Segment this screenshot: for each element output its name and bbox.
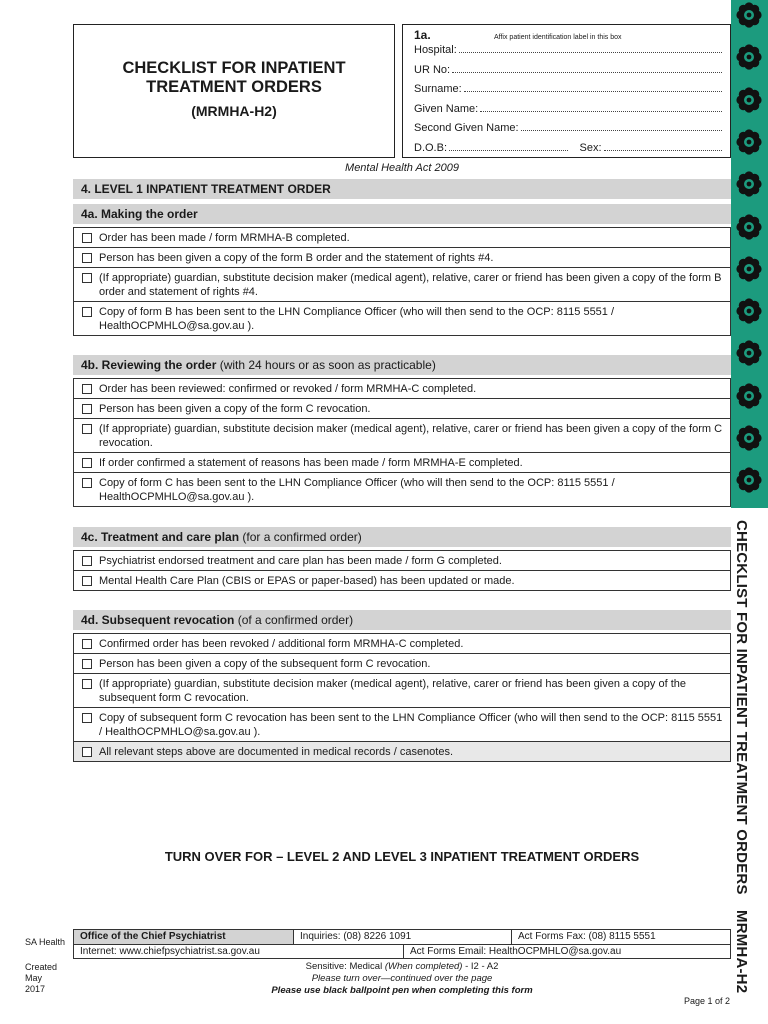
checkbox[interactable] <box>82 424 92 434</box>
checkbox[interactable] <box>82 478 92 488</box>
checklist-item: (If appropriate) guardian, substitute decision maker (medical agent), relative, carer or friend has been given a copy of the subsequent form C revocation. <box>74 674 730 708</box>
checklist-item: If order confirmed a statement of reasons has been made / form MRMHA-E completed. <box>74 453 730 473</box>
flower-icon <box>734 381 764 411</box>
section-4d-header <box>73 610 731 630</box>
flower-icon <box>734 465 764 495</box>
hospital-label: Hospital: <box>414 44 457 56</box>
side-title: CHECKLIST FOR INPATIENT TREATMENT ORDERS <box>733 520 750 895</box>
sensitivity-line: Sensitive: Medical (When completed) - I2 - A2 <box>305 961 499 972</box>
checkbox[interactable] <box>82 747 92 757</box>
checkbox[interactable] <box>82 233 92 243</box>
checklist-item: Person has been given a copy of the subsequent form C revocation. <box>74 654 730 674</box>
page-number: Page 1 of 2 <box>683 996 730 1006</box>
form-code: (MRMHA-H2) <box>191 103 277 119</box>
checklist-item: Psychiatrist endorsed treatment and care plan has been made / form G completed. <box>74 551 730 571</box>
checkbox[interactable] <box>82 384 92 394</box>
hospital-field[interactable] <box>414 44 722 64</box>
section-4-title: 4. LEVEL 1 INPATIENT TREATMENT ORDER <box>73 179 731 199</box>
checklist-item: Person has been given a copy of the form B order and the statement of rights #4. <box>74 248 730 268</box>
section-4d-qualifier: (of a confirmed order) <box>234 613 354 627</box>
created-date: Created May 2017 <box>25 962 58 994</box>
flower-icon <box>734 423 764 453</box>
flower-icon <box>734 296 764 326</box>
checkbox[interactable] <box>82 556 92 566</box>
section-4 <box>73 179 731 199</box>
checkbox[interactable] <box>82 253 92 263</box>
checkbox[interactable] <box>82 639 92 649</box>
checklist-item: Mental Health Care Plan (CBIS or EPAS or paper-based) has been updated or made. <box>74 571 730 591</box>
checkbox[interactable] <box>82 659 92 669</box>
checkbox[interactable] <box>82 307 92 317</box>
flower-icon <box>734 127 764 157</box>
checkbox[interactable] <box>82 713 92 723</box>
section-4a-list <box>73 227 731 336</box>
dob-sex-field[interactable] <box>414 142 722 162</box>
checklist-item: Order has been reviewed: confirmed or revoked / form MRMHA-C completed. <box>74 379 730 399</box>
section-4d <box>73 610 731 762</box>
flower-icon <box>734 169 764 199</box>
office-name: Office of the Chief Psychiatrist <box>74 930 294 944</box>
given-name-label: Given Name: <box>414 102 479 115</box>
checkbox[interactable] <box>82 404 92 414</box>
patient-box-number: 1a. <box>414 28 431 42</box>
section-4c-header <box>73 527 731 547</box>
ur-no-label: UR No: <box>414 63 451 76</box>
decorative-flower-strip <box>731 0 768 508</box>
section-4b-title: 4b. Reviewing the order <box>81 358 217 372</box>
flower-icon <box>734 0 764 30</box>
sex-label: Sex: <box>579 141 602 154</box>
footer-contact-table <box>73 929 731 959</box>
section-4a <box>73 204 731 336</box>
second-given-name-field[interactable] <box>414 122 722 142</box>
section-4d-list <box>73 633 731 762</box>
patient-id-box <box>402 24 731 158</box>
side-title-block <box>731 520 768 1000</box>
checklist-item: Copy of subsequent form C revocation has been sent to the LHN Compliance Officer (who will then send to the OCP: 8115 5551 / HealthOCPMHLO@sa.gov.au ). <box>74 708 730 742</box>
checklist-item: Order has been made / form MRMHA-B completed. <box>74 228 730 248</box>
section-4b-header <box>73 355 731 375</box>
checkbox[interactable] <box>82 679 92 689</box>
form-title-box <box>73 24 395 158</box>
pen-instruction: Please use black ballpoint pen when completing this form <box>271 985 533 996</box>
dob-label: D.O.B: <box>414 141 448 154</box>
flower-icon <box>734 254 764 284</box>
checkbox[interactable] <box>82 273 92 283</box>
inquiries: Inquiries: (08) 8226 1091 <box>294 930 512 944</box>
forms-fax: Act Forms Fax: (08) 8115 5551 <box>518 931 656 942</box>
turn-over-note: TURN OVER FOR – LEVEL 2 AND LEVEL 3 INPATIENT TREATMENT ORDERS <box>164 849 640 864</box>
forms-email[interactable]: Act Forms Email: HealthOCPMHLO@sa.gov.au <box>410 946 622 957</box>
internet-link[interactable]: Internet: www.chiefpsychiatrist.sa.gov.au <box>74 945 404 958</box>
ur-no-field[interactable] <box>414 64 722 84</box>
surname-field[interactable] <box>414 83 722 103</box>
section-4c <box>73 527 731 591</box>
checklist-item: Person has been given a copy of the form C revocation. <box>74 399 730 419</box>
checklist-item: (If appropriate) guardian, substitute decision maker (medical agent), relative, carer or friend has been given a copy of the form C revocation. <box>74 419 730 453</box>
checkbox[interactable] <box>82 576 92 586</box>
act-name: Mental Health Act 2009 <box>345 162 459 174</box>
section-4b-list <box>73 378 731 507</box>
section-4c-list <box>73 550 731 591</box>
section-4a-header <box>73 204 731 224</box>
turn-over-instruction: Please turn over—continued over the page <box>311 973 493 984</box>
flower-icon <box>734 42 764 72</box>
checklist-item: (If appropriate) guardian, substitute decision maker (medical agent), relative, carer or friend has been given a copy of the form B order and statement of rights #4. <box>74 268 730 302</box>
section-4b-qualifier: (with 24 hours or as soon as practicable) <box>216 358 436 372</box>
affix-note: Affix patient identification label in this box <box>494 34 622 41</box>
checklist-item: Copy of form C has been sent to the LHN Compliance Officer (who will then send to the OCP: 8115 5551 / HealthOCPMHLO@sa.gov.au ). <box>74 473 730 507</box>
footer-notes <box>73 961 731 997</box>
side-code: MRMHA-H2 <box>733 910 750 994</box>
checkbox[interactable] <box>82 458 92 468</box>
checklist-item: Confirmed order has been revoked / additional form MRMHA-C completed. <box>74 634 730 654</box>
sa-health-label: SA Health <box>25 937 66 947</box>
checklist-item: Copy of form B has been sent to the LHN Compliance Officer (who will then send to the OCP: 8115 5551 / HealthOCPMHLO@sa.gov.au ). <box>74 302 730 336</box>
checklist-item: All relevant steps above are documented in medical records / casenotes. <box>74 742 730 762</box>
flower-icon <box>734 85 764 115</box>
flower-icon <box>734 212 764 242</box>
form-title: CHECKLIST FOR INPATIENT TREATMENT ORDERS <box>122 59 346 96</box>
flower-icon <box>734 338 764 368</box>
section-4d-title: 4d. Subsequent revocation <box>81 613 235 627</box>
section-4c-qualifier: (for a confirmed order) <box>239 530 362 544</box>
given-name-field[interactable] <box>414 103 722 123</box>
section-4c-title: 4c. Treatment and care plan <box>81 530 240 544</box>
surname-label: Surname: <box>414 83 462 96</box>
section-4b <box>73 355 731 507</box>
section-4a-title: 4a. Making the order <box>81 207 198 221</box>
second-given-name-label: Second Given Name: <box>414 122 519 135</box>
